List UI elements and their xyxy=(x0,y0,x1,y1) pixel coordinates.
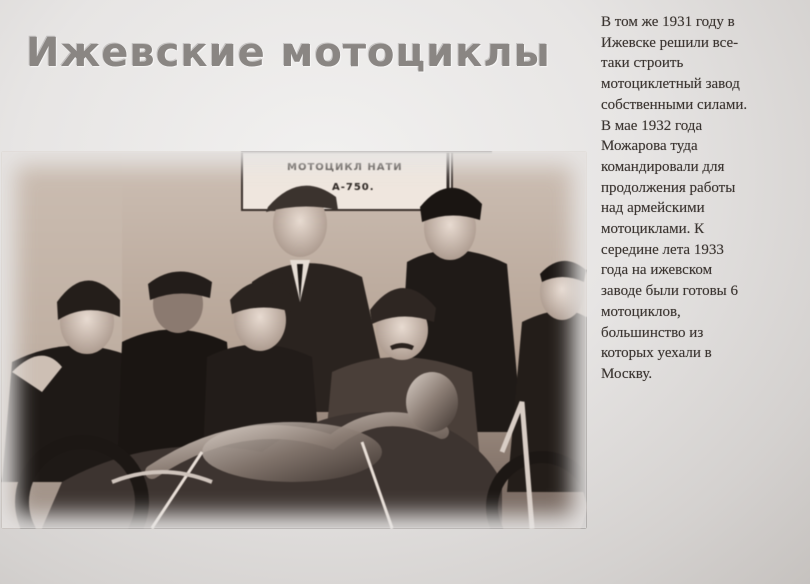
sign-line-2: А-750. xyxy=(332,182,375,193)
slide-paragraph xyxy=(601,12,801,385)
sign-line-1: МОТОЦИКЛ НАТИ xyxy=(287,162,403,173)
paragraph-line: над армейскими xyxy=(601,200,705,217)
paragraph-line: В мае 1932 года xyxy=(601,117,703,134)
paragraph-line: Москву. xyxy=(601,365,653,382)
paragraph-line: таки строить xyxy=(601,55,684,72)
paragraph-line: командировали для xyxy=(601,158,725,175)
paragraph-line: продолжения работы xyxy=(601,179,736,196)
paragraph-line: мотоциклами. К xyxy=(601,221,705,238)
paragraph-line: Ижевске решили все- xyxy=(601,34,739,51)
paragraph-line: мотоциклов, xyxy=(601,303,681,320)
paragraph-line: большинство из xyxy=(601,324,704,341)
paragraph-line: года на ижевском xyxy=(601,262,713,279)
paragraph-line: которых уехали в xyxy=(601,345,712,362)
slide-title: Ижевские мотоциклы xyxy=(26,30,551,76)
paragraph-line: В том же 1931 году в xyxy=(601,14,735,30)
paragraph-line: заводе были готовы 6 xyxy=(601,283,738,300)
paragraph-line: мотоциклетный завод xyxy=(601,76,740,93)
paragraph-line: Можарова туда xyxy=(601,138,698,155)
historical-photo xyxy=(2,152,586,528)
paragraph-line: середине лета 1933 xyxy=(601,241,724,258)
paragraph-line: собственными силами. xyxy=(601,96,748,113)
